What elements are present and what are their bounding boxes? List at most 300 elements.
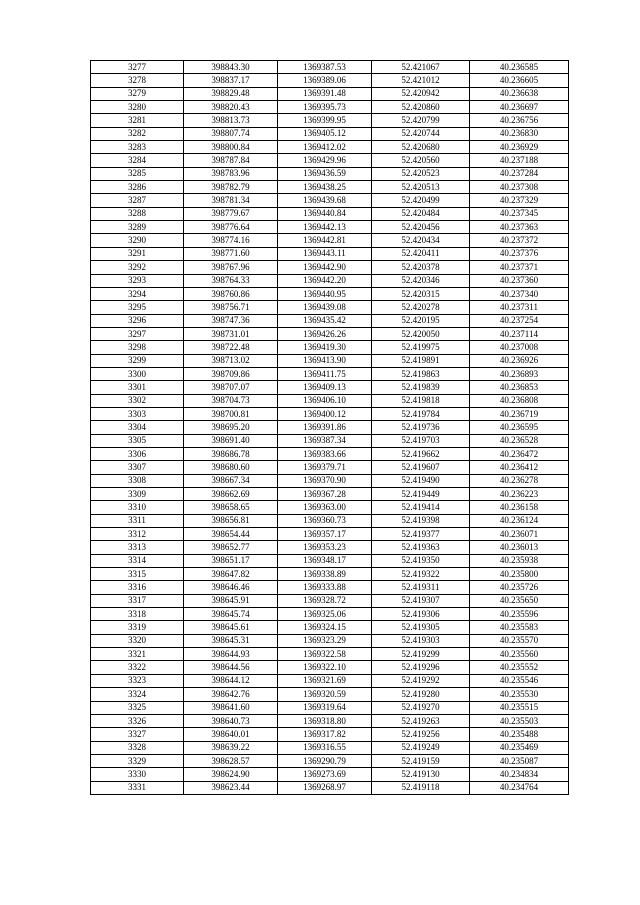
table-row — [91, 461, 569, 474]
latitude-cell: 52.419118 — [372, 781, 470, 794]
longitude-cell: 40.236013 — [470, 541, 569, 554]
x-coordinate-cell: 398645.31 — [184, 634, 278, 647]
y-coordinate-cell: 1369318.80 — [278, 714, 372, 727]
y-coordinate-cell: 1369419.30 — [278, 341, 372, 354]
y-coordinate-cell: 1369399.95 — [278, 114, 372, 127]
y-coordinate-cell: 1369406.10 — [278, 394, 372, 407]
point-number-cell: 3279 — [91, 87, 184, 100]
x-coordinate-cell: 398641.60 — [184, 701, 278, 714]
table-row — [91, 87, 569, 100]
latitude-cell: 52.419263 — [372, 714, 470, 727]
longitude-cell: 40.237372 — [470, 234, 569, 247]
latitude-cell: 52.420680 — [372, 141, 470, 154]
longitude-cell: 40.235560 — [470, 648, 569, 661]
x-coordinate-cell: 398646.46 — [184, 581, 278, 594]
point-number-cell: 3317 — [91, 594, 184, 607]
y-coordinate-cell: 1369400.12 — [278, 407, 372, 420]
table-row — [91, 327, 569, 340]
point-number-cell: 3295 — [91, 301, 184, 314]
longitude-cell: 40.236808 — [470, 394, 569, 407]
point-number-cell: 3299 — [91, 354, 184, 367]
table-row — [91, 354, 569, 367]
y-coordinate-cell: 1369439.68 — [278, 194, 372, 207]
x-coordinate-cell: 398680.60 — [184, 461, 278, 474]
longitude-cell: 40.236853 — [470, 381, 569, 394]
y-coordinate-cell: 1369383.66 — [278, 447, 372, 460]
point-number-cell: 3293 — [91, 274, 184, 287]
table-row — [91, 701, 569, 714]
point-number-cell: 3280 — [91, 101, 184, 114]
longitude-cell: 40.237114 — [470, 327, 569, 340]
longitude-cell: 40.237376 — [470, 247, 569, 260]
x-coordinate-cell: 398731.01 — [184, 327, 278, 340]
y-coordinate-cell: 1369338.89 — [278, 568, 372, 581]
x-coordinate-cell: 398640.73 — [184, 714, 278, 727]
point-number-cell: 3311 — [91, 514, 184, 527]
latitude-cell: 52.419490 — [372, 474, 470, 487]
x-coordinate-cell: 398700.81 — [184, 407, 278, 420]
x-coordinate-cell: 398639.22 — [184, 741, 278, 754]
table-row — [91, 541, 569, 554]
longitude-cell: 40.235469 — [470, 741, 569, 754]
table-row — [91, 594, 569, 607]
table-row — [91, 247, 569, 260]
table-row — [91, 621, 569, 634]
latitude-cell: 52.419305 — [372, 621, 470, 634]
y-coordinate-cell: 1369387.34 — [278, 434, 372, 447]
point-number-cell: 3307 — [91, 461, 184, 474]
longitude-cell: 40.234764 — [470, 781, 569, 794]
y-coordinate-cell: 1369438.25 — [278, 181, 372, 194]
point-number-cell: 3315 — [91, 568, 184, 581]
y-coordinate-cell: 1369426.26 — [278, 327, 372, 340]
y-coordinate-cell: 1369412.02 — [278, 141, 372, 154]
y-coordinate-cell: 1369429.96 — [278, 154, 372, 167]
y-coordinate-cell: 1369319.64 — [278, 701, 372, 714]
table-row — [91, 514, 569, 527]
latitude-cell: 52.419159 — [372, 754, 470, 767]
longitude-cell: 40.237311 — [470, 301, 569, 314]
x-coordinate-cell: 398644.93 — [184, 648, 278, 661]
point-number-cell: 3321 — [91, 648, 184, 661]
point-number-cell: 3330 — [91, 768, 184, 781]
x-coordinate-cell: 398691.40 — [184, 434, 278, 447]
point-number-cell: 3278 — [91, 74, 184, 87]
table-row — [91, 754, 569, 767]
point-number-cell: 3291 — [91, 247, 184, 260]
longitude-cell: 40.236124 — [470, 514, 569, 527]
table-row — [91, 674, 569, 687]
y-coordinate-cell: 1369409.13 — [278, 381, 372, 394]
latitude-cell: 52.419736 — [372, 421, 470, 434]
x-coordinate-cell: 398813.73 — [184, 114, 278, 127]
table-row — [91, 688, 569, 701]
latitude-cell: 52.419280 — [372, 688, 470, 701]
x-coordinate-cell: 398829.48 — [184, 87, 278, 100]
x-coordinate-cell: 398713.02 — [184, 354, 278, 367]
longitude-cell: 40.237284 — [470, 167, 569, 180]
latitude-cell: 52.419303 — [372, 634, 470, 647]
x-coordinate-cell: 398837.17 — [184, 74, 278, 87]
table-row — [91, 154, 569, 167]
longitude-cell: 40.236893 — [470, 367, 569, 380]
table-row — [91, 568, 569, 581]
longitude-cell: 40.234834 — [470, 768, 569, 781]
y-coordinate-cell: 1369290.79 — [278, 754, 372, 767]
longitude-cell: 40.235650 — [470, 594, 569, 607]
x-coordinate-cell: 398644.12 — [184, 674, 278, 687]
y-coordinate-cell: 1369389.06 — [278, 74, 372, 87]
table-row — [91, 341, 569, 354]
y-coordinate-cell: 1369268.97 — [278, 781, 372, 794]
latitude-cell: 52.419818 — [372, 394, 470, 407]
point-number-cell: 3297 — [91, 327, 184, 340]
table-row — [91, 74, 569, 87]
latitude-cell: 52.419449 — [372, 488, 470, 501]
x-coordinate-cell: 398628.57 — [184, 754, 278, 767]
x-coordinate-cell: 398776.64 — [184, 221, 278, 234]
table-row — [91, 114, 569, 127]
point-number-cell: 3290 — [91, 234, 184, 247]
table-row — [91, 407, 569, 420]
point-number-cell: 3287 — [91, 194, 184, 207]
x-coordinate-cell: 398686.78 — [184, 447, 278, 460]
y-coordinate-cell: 1369324.15 — [278, 621, 372, 634]
longitude-cell: 40.236412 — [470, 461, 569, 474]
latitude-cell: 52.420456 — [372, 221, 470, 234]
y-coordinate-cell: 1369439.08 — [278, 301, 372, 314]
x-coordinate-cell: 398645.74 — [184, 608, 278, 621]
x-coordinate-cell: 398781.34 — [184, 194, 278, 207]
x-coordinate-cell: 398645.91 — [184, 594, 278, 607]
x-coordinate-cell: 398747.36 — [184, 314, 278, 327]
x-coordinate-cell: 398644.56 — [184, 661, 278, 674]
longitude-cell: 40.235583 — [470, 621, 569, 634]
coordinates-table-body — [91, 61, 569, 795]
point-number-cell: 3285 — [91, 167, 184, 180]
longitude-cell: 40.236605 — [470, 74, 569, 87]
y-coordinate-cell: 1369322.58 — [278, 648, 372, 661]
coordinates-table — [90, 60, 569, 795]
latitude-cell: 52.419306 — [372, 608, 470, 621]
longitude-cell: 40.236071 — [470, 528, 569, 541]
y-coordinate-cell: 1369442.13 — [278, 221, 372, 234]
table-row — [91, 421, 569, 434]
longitude-cell: 40.237340 — [470, 287, 569, 300]
point-number-cell: 3286 — [91, 181, 184, 194]
latitude-cell: 52.419891 — [372, 354, 470, 367]
longitude-cell: 40.235938 — [470, 554, 569, 567]
x-coordinate-cell: 398722.48 — [184, 341, 278, 354]
latitude-cell: 52.419839 — [372, 381, 470, 394]
point-number-cell: 3306 — [91, 447, 184, 460]
latitude-cell: 52.420434 — [372, 234, 470, 247]
latitude-cell: 52.419398 — [372, 514, 470, 527]
table-row — [91, 141, 569, 154]
longitude-cell: 40.235530 — [470, 688, 569, 701]
x-coordinate-cell: 398656.81 — [184, 514, 278, 527]
latitude-cell: 52.419662 — [372, 447, 470, 460]
table-row — [91, 634, 569, 647]
latitude-cell: 52.419130 — [372, 768, 470, 781]
point-number-cell: 3320 — [91, 634, 184, 647]
x-coordinate-cell: 398843.30 — [184, 61, 278, 74]
y-coordinate-cell: 1369323.29 — [278, 634, 372, 647]
point-number-cell: 3316 — [91, 581, 184, 594]
latitude-cell: 52.419249 — [372, 741, 470, 754]
longitude-cell: 40.235552 — [470, 661, 569, 674]
latitude-cell: 52.420050 — [372, 327, 470, 340]
point-number-cell: 3288 — [91, 207, 184, 220]
longitude-cell: 40.237008 — [470, 341, 569, 354]
longitude-cell: 40.237329 — [470, 194, 569, 207]
y-coordinate-cell: 1369442.81 — [278, 234, 372, 247]
longitude-cell: 40.237363 — [470, 221, 569, 234]
latitude-cell: 52.419784 — [372, 407, 470, 420]
point-number-cell: 3282 — [91, 127, 184, 140]
latitude-cell: 52.420378 — [372, 261, 470, 274]
y-coordinate-cell: 1369317.82 — [278, 728, 372, 741]
longitude-cell: 40.236223 — [470, 488, 569, 501]
latitude-cell: 52.419307 — [372, 594, 470, 607]
latitude-cell: 52.420499 — [372, 194, 470, 207]
longitude-cell: 40.236697 — [470, 101, 569, 114]
longitude-cell: 40.237308 — [470, 181, 569, 194]
latitude-cell: 52.420523 — [372, 167, 470, 180]
longitude-cell: 40.237371 — [470, 261, 569, 274]
longitude-cell: 40.237360 — [470, 274, 569, 287]
table-row — [91, 608, 569, 621]
y-coordinate-cell: 1369348.17 — [278, 554, 372, 567]
latitude-cell: 52.421067 — [372, 61, 470, 74]
longitude-cell: 40.236158 — [470, 501, 569, 514]
table-row — [91, 207, 569, 220]
x-coordinate-cell: 398767.96 — [184, 261, 278, 274]
latitude-cell: 52.419703 — [372, 434, 470, 447]
longitude-cell: 40.236595 — [470, 421, 569, 434]
table-row — [91, 261, 569, 274]
y-coordinate-cell: 1369413.90 — [278, 354, 372, 367]
point-number-cell: 3326 — [91, 714, 184, 727]
latitude-cell: 52.419299 — [372, 648, 470, 661]
latitude-cell: 52.419270 — [372, 701, 470, 714]
table-row — [91, 768, 569, 781]
point-number-cell: 3283 — [91, 141, 184, 154]
x-coordinate-cell: 398647.82 — [184, 568, 278, 581]
table-row — [91, 181, 569, 194]
latitude-cell: 52.419322 — [372, 568, 470, 581]
point-number-cell: 3323 — [91, 674, 184, 687]
x-coordinate-cell: 398760.86 — [184, 287, 278, 300]
latitude-cell: 52.420744 — [372, 127, 470, 140]
table-row — [91, 221, 569, 234]
longitude-cell: 40.236756 — [470, 114, 569, 127]
y-coordinate-cell: 1369442.90 — [278, 261, 372, 274]
y-coordinate-cell: 1369405.12 — [278, 127, 372, 140]
point-number-cell: 3319 — [91, 621, 184, 634]
x-coordinate-cell: 398624.90 — [184, 768, 278, 781]
longitude-cell: 40.237254 — [470, 314, 569, 327]
longitude-cell: 40.236528 — [470, 434, 569, 447]
latitude-cell: 52.420484 — [372, 207, 470, 220]
point-number-cell: 3309 — [91, 488, 184, 501]
point-number-cell: 3294 — [91, 287, 184, 300]
table-row — [91, 781, 569, 794]
point-number-cell: 3284 — [91, 154, 184, 167]
x-coordinate-cell: 398704.73 — [184, 394, 278, 407]
y-coordinate-cell: 1369320.59 — [278, 688, 372, 701]
y-coordinate-cell: 1369370.90 — [278, 474, 372, 487]
latitude-cell: 52.419607 — [372, 461, 470, 474]
longitude-cell: 40.236472 — [470, 447, 569, 460]
longitude-cell: 40.236926 — [470, 354, 569, 367]
latitude-cell: 52.420799 — [372, 114, 470, 127]
y-coordinate-cell: 1369391.86 — [278, 421, 372, 434]
longitude-cell: 40.235570 — [470, 634, 569, 647]
y-coordinate-cell: 1369442.20 — [278, 274, 372, 287]
y-coordinate-cell: 1369435.42 — [278, 314, 372, 327]
table-row — [91, 234, 569, 247]
x-coordinate-cell: 398654.44 — [184, 528, 278, 541]
latitude-cell: 52.420942 — [372, 87, 470, 100]
point-number-cell: 3304 — [91, 421, 184, 434]
longitude-cell: 40.235726 — [470, 581, 569, 594]
longitude-cell: 40.235488 — [470, 728, 569, 741]
latitude-cell: 52.420560 — [372, 154, 470, 167]
table-row — [91, 274, 569, 287]
x-coordinate-cell: 398645.61 — [184, 621, 278, 634]
table-row — [91, 287, 569, 300]
y-coordinate-cell: 1369387.53 — [278, 61, 372, 74]
x-coordinate-cell: 398787.84 — [184, 154, 278, 167]
y-coordinate-cell: 1369273.69 — [278, 768, 372, 781]
y-coordinate-cell: 1369325.06 — [278, 608, 372, 621]
point-number-cell: 3310 — [91, 501, 184, 514]
point-number-cell: 3302 — [91, 394, 184, 407]
longitude-cell: 40.236830 — [470, 127, 569, 140]
longitude-cell: 40.235087 — [470, 754, 569, 767]
y-coordinate-cell: 1369363.00 — [278, 501, 372, 514]
x-coordinate-cell: 398623.44 — [184, 781, 278, 794]
longitude-cell: 40.235515 — [470, 701, 569, 714]
y-coordinate-cell: 1369353.23 — [278, 541, 372, 554]
table-row — [91, 661, 569, 674]
table-row — [91, 581, 569, 594]
y-coordinate-cell: 1369411.75 — [278, 367, 372, 380]
y-coordinate-cell: 1369357.17 — [278, 528, 372, 541]
longitude-cell: 40.236638 — [470, 87, 569, 100]
latitude-cell: 52.420195 — [372, 314, 470, 327]
table-row — [91, 194, 569, 207]
y-coordinate-cell: 1369316.55 — [278, 741, 372, 754]
latitude-cell: 52.419377 — [372, 528, 470, 541]
y-coordinate-cell: 1369436.59 — [278, 167, 372, 180]
latitude-cell: 52.420860 — [372, 101, 470, 114]
table-row — [91, 127, 569, 140]
point-number-cell: 3303 — [91, 407, 184, 420]
longitude-cell: 40.236929 — [470, 141, 569, 154]
point-number-cell: 3305 — [91, 434, 184, 447]
point-number-cell: 3298 — [91, 341, 184, 354]
table-row — [91, 501, 569, 514]
point-number-cell: 3331 — [91, 781, 184, 794]
x-coordinate-cell: 398652.77 — [184, 541, 278, 554]
latitude-cell: 52.420315 — [372, 287, 470, 300]
x-coordinate-cell: 398771.60 — [184, 247, 278, 260]
longitude-cell: 40.235800 — [470, 568, 569, 581]
latitude-cell: 52.420278 — [372, 301, 470, 314]
longitude-cell: 40.237188 — [470, 154, 569, 167]
x-coordinate-cell: 398783.96 — [184, 167, 278, 180]
x-coordinate-cell: 398662.69 — [184, 488, 278, 501]
longitude-cell: 40.236278 — [470, 474, 569, 487]
table-row — [91, 367, 569, 380]
point-number-cell: 3324 — [91, 688, 184, 701]
point-number-cell: 3312 — [91, 528, 184, 541]
latitude-cell: 52.421012 — [372, 74, 470, 87]
table-row — [91, 648, 569, 661]
point-number-cell: 3289 — [91, 221, 184, 234]
point-number-cell: 3329 — [91, 754, 184, 767]
latitude-cell: 52.419256 — [372, 728, 470, 741]
y-coordinate-cell: 1369360.73 — [278, 514, 372, 527]
y-coordinate-cell: 1369395.73 — [278, 101, 372, 114]
x-coordinate-cell: 398774.16 — [184, 234, 278, 247]
y-coordinate-cell: 1369321.69 — [278, 674, 372, 687]
table-row — [91, 101, 569, 114]
x-coordinate-cell: 398640.01 — [184, 728, 278, 741]
y-coordinate-cell: 1369379.71 — [278, 461, 372, 474]
table-row — [91, 714, 569, 727]
point-number-cell: 3328 — [91, 741, 184, 754]
x-coordinate-cell: 398642.76 — [184, 688, 278, 701]
x-coordinate-cell: 398782.79 — [184, 181, 278, 194]
latitude-cell: 52.419292 — [372, 674, 470, 687]
y-coordinate-cell: 1369333.88 — [278, 581, 372, 594]
point-number-cell: 3296 — [91, 314, 184, 327]
longitude-cell: 40.237345 — [470, 207, 569, 220]
point-number-cell: 3308 — [91, 474, 184, 487]
table-row — [91, 394, 569, 407]
y-coordinate-cell: 1369328.72 — [278, 594, 372, 607]
x-coordinate-cell: 398651.17 — [184, 554, 278, 567]
x-coordinate-cell: 398764.33 — [184, 274, 278, 287]
latitude-cell: 52.419350 — [372, 554, 470, 567]
point-number-cell: 3318 — [91, 608, 184, 621]
table-row — [91, 728, 569, 741]
point-number-cell: 3325 — [91, 701, 184, 714]
latitude-cell: 52.420411 — [372, 247, 470, 260]
x-coordinate-cell: 398800.84 — [184, 141, 278, 154]
point-number-cell: 3322 — [91, 661, 184, 674]
table-row — [91, 167, 569, 180]
x-coordinate-cell: 398695.20 — [184, 421, 278, 434]
table-row — [91, 528, 569, 541]
x-coordinate-cell: 398667.34 — [184, 474, 278, 487]
y-coordinate-cell: 1369440.95 — [278, 287, 372, 300]
point-number-cell: 3301 — [91, 381, 184, 394]
longitude-cell: 40.235503 — [470, 714, 569, 727]
table-row — [91, 741, 569, 754]
y-coordinate-cell: 1369443.11 — [278, 247, 372, 260]
point-number-cell: 3327 — [91, 728, 184, 741]
table-row — [91, 447, 569, 460]
point-number-cell: 3277 — [91, 61, 184, 74]
x-coordinate-cell: 398779.67 — [184, 207, 278, 220]
table-row — [91, 301, 569, 314]
x-coordinate-cell: 398807.74 — [184, 127, 278, 140]
x-coordinate-cell: 398707.07 — [184, 381, 278, 394]
